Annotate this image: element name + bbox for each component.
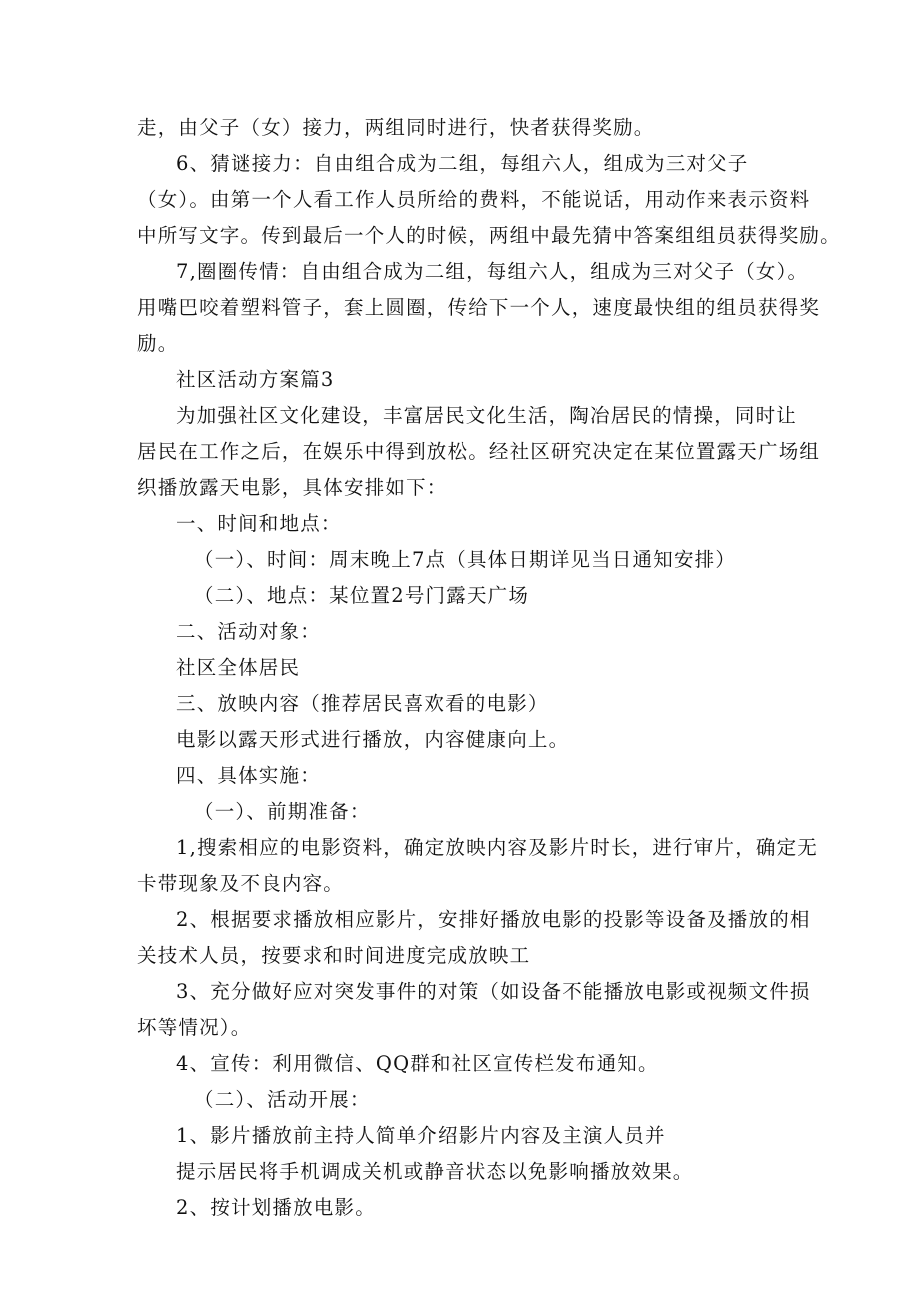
text-line-4: 中所写文字。传到最后一个人的时候，两组中最先猜中答案组组员获得奖励。: [137, 224, 841, 247]
text-line-24: 关技术人员，按要求和时间进度完成放映工: [137, 944, 531, 967]
text-line-10: 居民在工作之后，在娱乐中得到放松。经社区研究决定在某位置露天广场组: [137, 440, 821, 463]
text-line-31: 2、按计划播放电影。: [176, 1196, 376, 1219]
text-line-17: 三、放映内容（推荐居民喜欢看的电影）: [176, 692, 549, 715]
text-line-14: （二）、地点：某位置2号门露天广场: [194, 584, 530, 607]
text-line-20: （一）、前期准备：: [194, 800, 371, 823]
text-line-18: 电影以露天形式进行播放，内容健康向上。: [176, 728, 570, 751]
text-line-27: 4、宣传：利用微信、QQ群和社区宣传栏发布通知。: [176, 1052, 659, 1075]
text-line-2: 6、猜谜接力：自由组合成为二组，每组六人，组成为三对父子: [176, 152, 749, 175]
text-line-23: 2、根据要求播放相应影片，安排好播放电影的投影等设备及播放的相: [176, 908, 811, 931]
text-line-13: （一）、时间：周末晚上7点（具体日期详见当日通知安排）: [194, 548, 737, 571]
text-line-6: 用嘴巴咬着塑料管子，套上圆圈，传给下一个人，速度最快组的组员获得奖: [137, 296, 821, 319]
section-heading: 社区活动方案篇3: [176, 368, 335, 391]
text-line-21: 1,搜索相应的电影资料，确定放映内容及影片时长，进行审片，确定无: [176, 836, 819, 859]
text-line-3: （女）。由第一个人看工作人员所给的费料，不能说话，用动作来表示资料: [137, 188, 811, 211]
text-line-22: 卡带现象及不良内容。: [137, 872, 345, 895]
text-line-12: 一、时间和地点：: [176, 512, 342, 535]
text-line-7: 励。: [137, 332, 179, 355]
text-line-15: 二、活动对象：: [176, 620, 321, 643]
text-line-16: 社区全体居民: [176, 656, 301, 679]
text-line-26: 坏等情况）。: [137, 1016, 252, 1039]
text-line-11: 织播放露天电影，具体安排如下：: [137, 476, 448, 499]
text-line-19: 四、具体实施：: [176, 764, 321, 787]
text-line-25: 3、充分做好应对突发事件的对策（如设备不能播放电影或视频文件损: [176, 980, 811, 1003]
text-line-1: 走，由父子（女）接力，两组同时进行，快者获得奖励。: [137, 116, 655, 139]
text-line-28: （二）、活动开展：: [194, 1088, 371, 1111]
text-line-9: 为加强社区文化建设，丰富居民文化生活，陶冶居民的情操，同时让: [176, 404, 798, 427]
text-line-5: 7,圈圈传情：自由组合成为二组，每组六人，组成为三对父子（女）。: [176, 260, 809, 283]
text-line-30: 提示居民将手机调成关机或静音状态以免影响播放效果。: [176, 1160, 694, 1183]
text-line-29: 1、影片播放前主持人简单介绍影片内容及主演人员并: [176, 1124, 666, 1147]
